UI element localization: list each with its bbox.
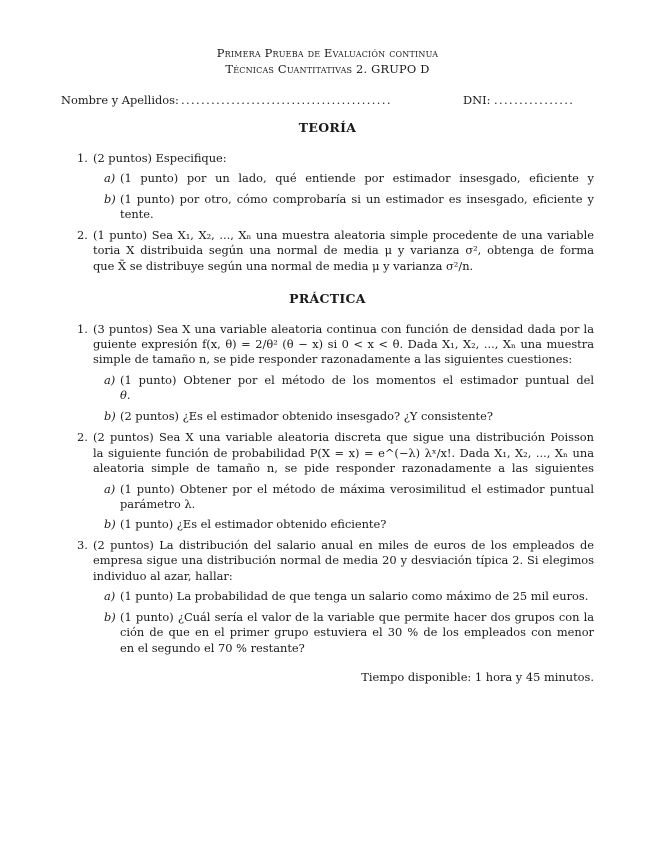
teoria-q2-number: 2. bbox=[77, 228, 88, 242]
teoria-q1-text: (2 puntos) Especifique: bbox=[93, 151, 227, 165]
teoria-q2-text-2: toria X distribuida según una normal de media μ y varianza σ², obtenga de forma bbox=[93, 243, 594, 257]
practica-q3a-text: (1 punto) La probabilidad de que tenga un salario como máximo de 25 mil euros. bbox=[120, 589, 589, 603]
practica-q1-text-1: (3 puntos) Sea X una variable aleatoria continua con función de densidad dada por la bbox=[93, 322, 594, 336]
practica-q3b-text-1: (1 punto) ¿Cuál sería el valor de la variable que permite hacer dos grupos con la bbox=[120, 610, 594, 624]
teoria-q1-number: 1. bbox=[77, 151, 88, 165]
practica-q2a-text-2: parámetro λ. bbox=[120, 497, 196, 511]
practica-q1-number: 1. bbox=[77, 322, 88, 336]
practica-q2b-label: b) bbox=[104, 517, 116, 531]
dni-label: DNI: bbox=[463, 93, 491, 107]
practica-q2a-label: a) bbox=[104, 482, 116, 496]
practica-q3-text-2: empresa sigue una distribución normal de media 20 y desviación típica 2. Si elegimos bbox=[93, 553, 594, 567]
practica-q1a-text-2: θ. bbox=[120, 388, 131, 402]
practica-q2-text-2: la siguiente función de probabilidad P(X = x) = e^(−λ) λˣ/x!. Dada X₁, X₂, ..., Xₙ una bbox=[93, 446, 594, 460]
teoria-q2-text-1: (1 punto) Sea X₁, X₂, ..., Xₙ una muestra aleatoria simple procedente de una variable bbox=[93, 228, 594, 242]
practica-q3-text-1: (2 puntos) La distribución del salario anual en miles de euros de los empleados de bbox=[93, 538, 594, 552]
practica-q3-number: 3. bbox=[77, 538, 88, 552]
practica-q1b-label: b) bbox=[104, 409, 116, 423]
practica-q1-text-2: guiente expresión f(x, θ) = 2/θ² (θ − x) si 0 < x < θ. Dada X₁, X₂, ..., Xₙ una muestra bbox=[93, 337, 594, 351]
teoria-q1b-label: b) bbox=[104, 192, 116, 206]
practica-q1a-text-1: (1 punto) Obtener por el método de los momentos el estimador puntual del bbox=[120, 373, 594, 387]
practica-q3b-label: b) bbox=[104, 610, 116, 624]
practica-q1-text-3: simple de tamaño n, se pide responder razonadamente a las siguientes cuestiones: bbox=[93, 352, 573, 366]
practica-q1a-label: a) bbox=[104, 373, 116, 387]
practica-q3a-label: a) bbox=[104, 589, 116, 603]
teoria-q1b-text-2: tente. bbox=[120, 207, 154, 221]
practica-q3b-text-3: en el segundo el 70 % restante? bbox=[120, 641, 305, 655]
course-title: Técnicas Cuantitativas 2. GRUPO D bbox=[225, 62, 430, 76]
practica-q2-number: 2. bbox=[77, 430, 88, 444]
teoria-q1a-text: (1 punto) por un lado, qué entiende por estimador insesgado, eficiente y bbox=[120, 171, 594, 185]
name-label: Nombre y Apellidos: bbox=[61, 93, 179, 107]
teoria-q1a-label: a) bbox=[104, 171, 116, 185]
section-heading-practica: PRÁCTICA bbox=[289, 291, 366, 306]
practica-q2a-text-1: (1 punto) Obtener por el método de máxima verosimilitud el estimador puntual bbox=[120, 482, 594, 496]
practica-q2-text-3: aleatoria simple de tamaño n, se pide responder razonadamente a las siguientes bbox=[93, 461, 594, 475]
dni-field-dots: ................ bbox=[494, 93, 575, 107]
practica-q3b-text-2: ción de que en el primer grupo estuviera el 30 % de los empleados con menor bbox=[120, 625, 594, 639]
name-field-dots: .......................................... bbox=[181, 93, 392, 107]
exam-title: Primera Prueba de Evaluación continua bbox=[216, 46, 439, 60]
available-time: Tiempo disponible: 1 hora y 45 minutos. bbox=[361, 670, 594, 684]
practica-q1b-text: (2 puntos) ¿Es el estimador obtenido insesgado? ¿Y consistente? bbox=[120, 409, 493, 423]
practica-q3-text-3: individuo al azar, hallar: bbox=[93, 569, 233, 583]
practica-q2-text-1: (2 puntos) Sea X una variable aleatoria discreta que sigue una distribución Poisson bbox=[93, 430, 594, 444]
teoria-q2-text-3: que X̄ se distribuye según una normal de media μ y varianza σ²/n. bbox=[93, 259, 474, 273]
practica-q2b-text: (1 punto) ¿Es el estimador obtenido eficiente? bbox=[120, 517, 387, 531]
section-heading-teoria: TEORÍA bbox=[298, 120, 357, 135]
teoria-q1b-text-1: (1 punto) por otro, cómo comprobaría si un estimador es insesgado, eficiente y bbox=[120, 192, 594, 206]
